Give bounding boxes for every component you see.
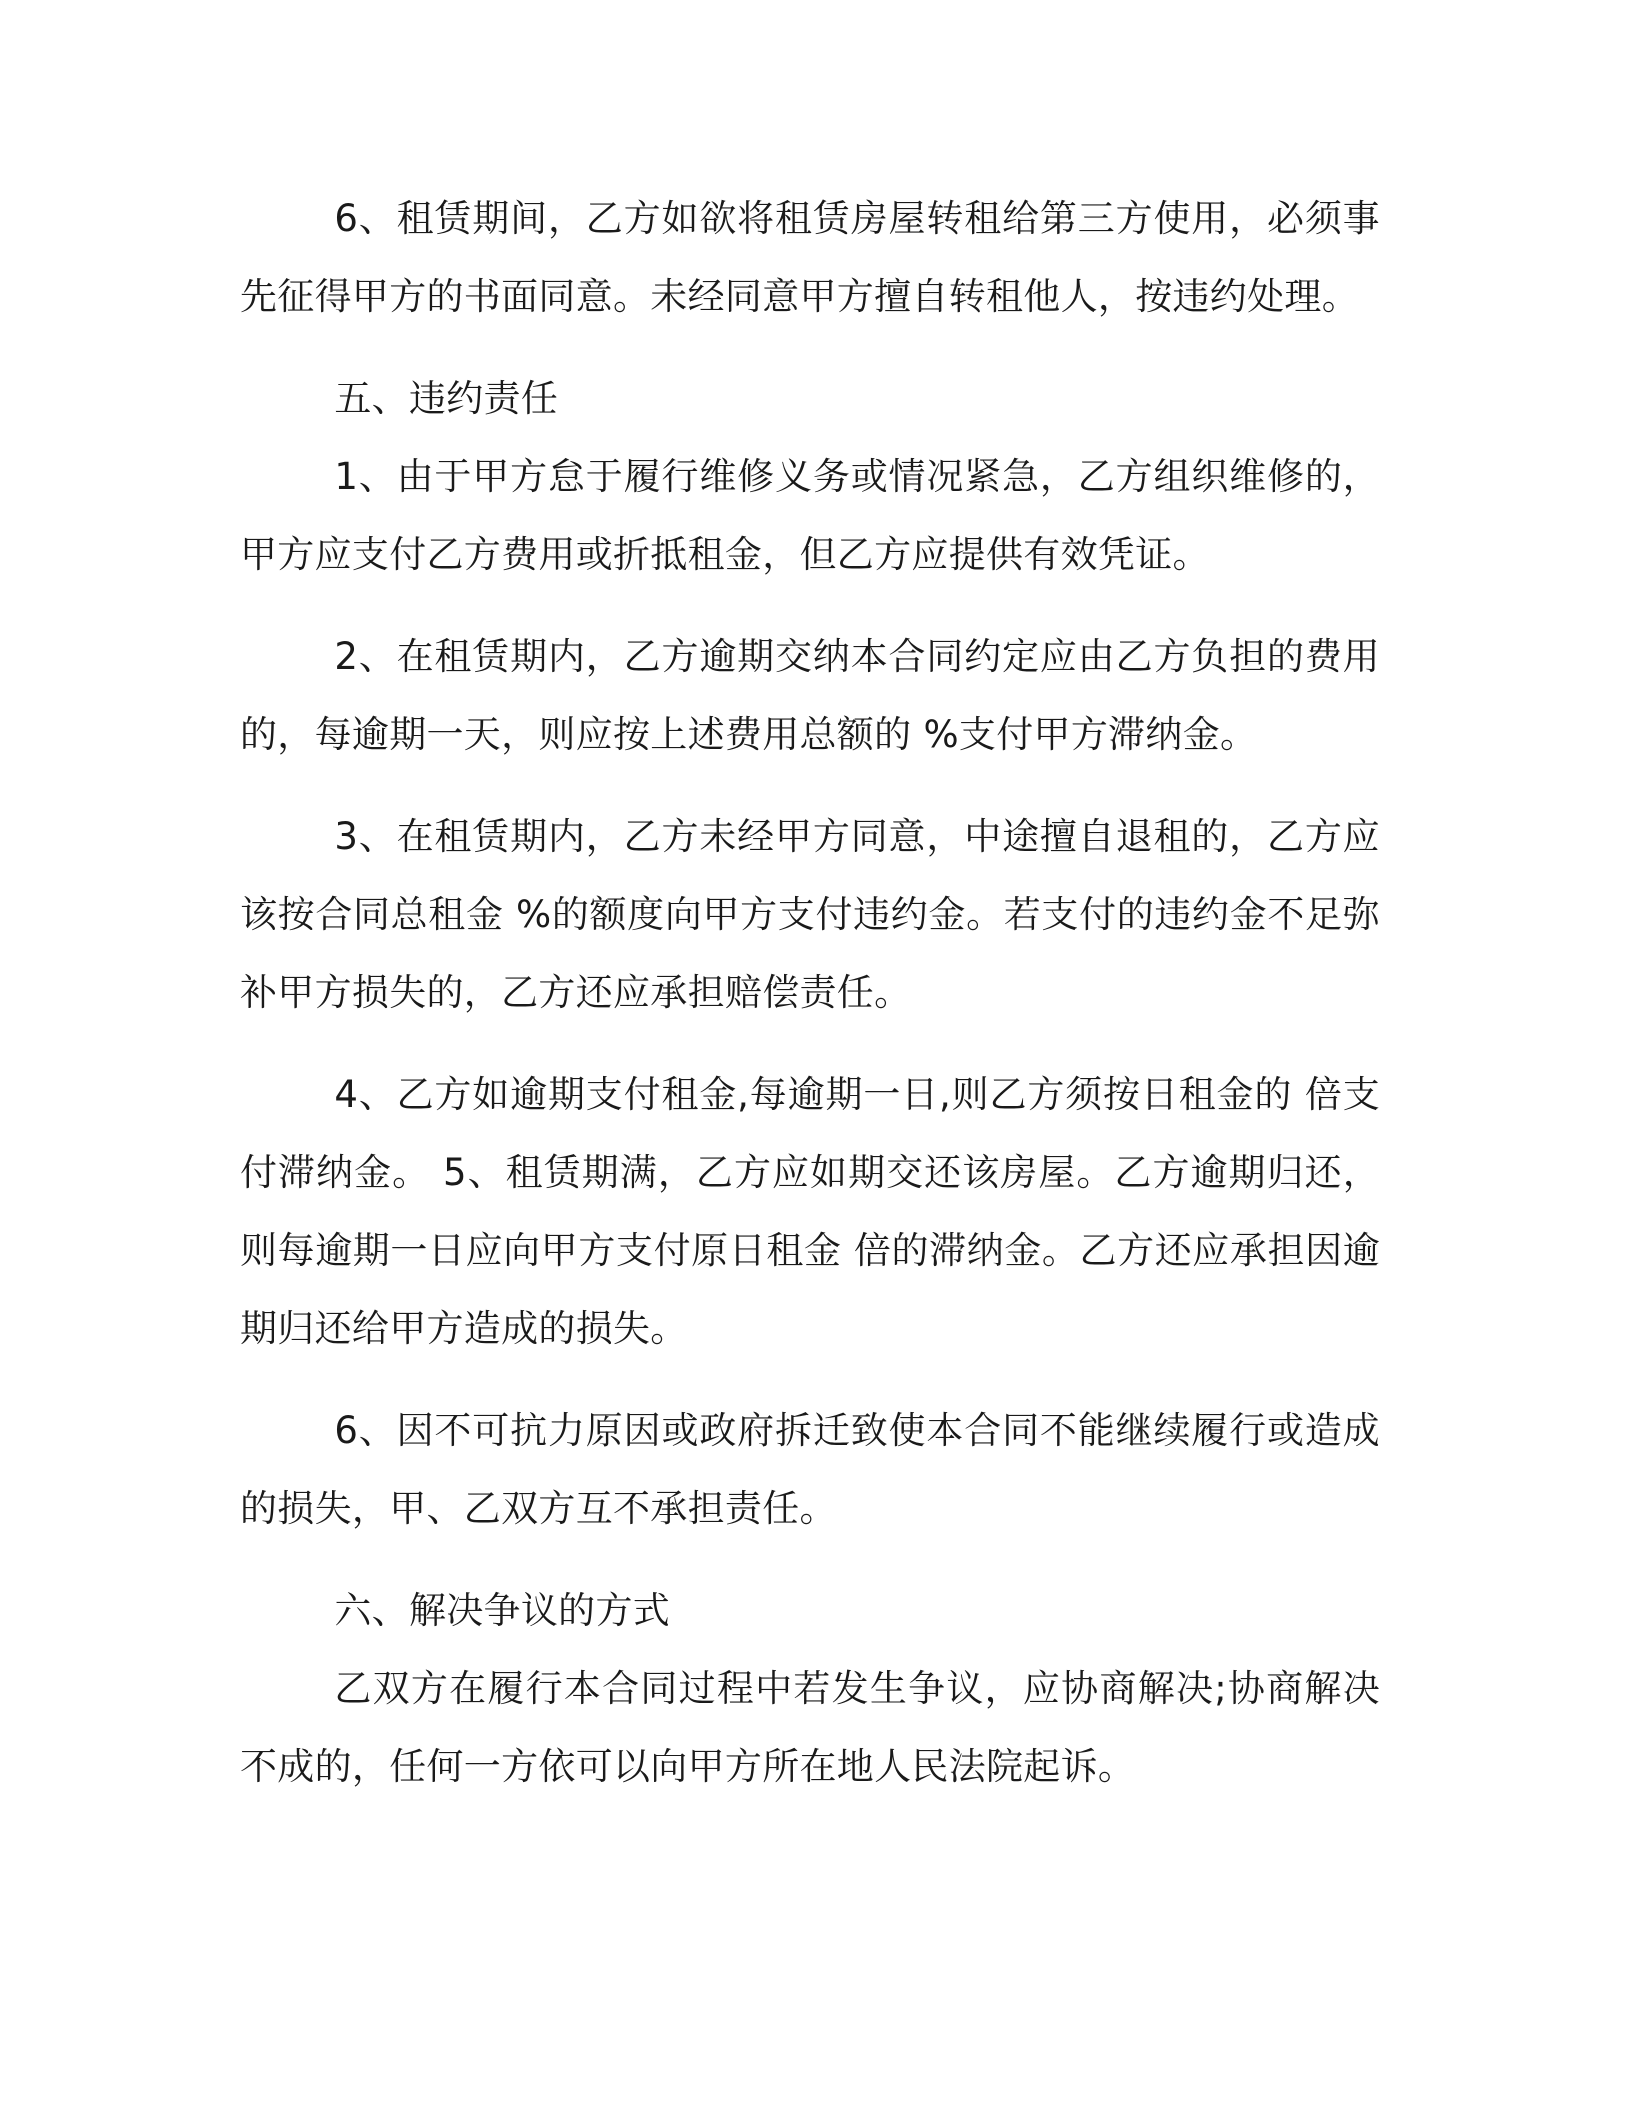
clause-1-repair: 1、由于甲方怠于履行维修义务或情况紧急，乙方组织维修的，甲方应支付乙方费用或折抵租金，但乙方应提供有效凭证。	[240, 455, 1380, 576]
clause-6-force-majeure: 6、因不可抗力原因或政府拆迁致使本合同不能继续履行或造成的损失，甲、乙双方互不承担责任。	[240, 1409, 1380, 1530]
clause-4-overdue-rent: 4、乙方如逾期支付租金,每逾期一日,则乙方须按日租金的 倍支付滞纳金。 5、租赁期满，乙方应如期交还该房屋。乙方逾期归还，则每逾期一日应向甲方支付原日租金 倍的滞纳金。乙方还应承担因逾期归还给甲方造成的损失。	[240, 1073, 1380, 1350]
section-heading-breach: 五、违约责任	[334, 377, 559, 420]
clause-2-late-fee: 2、在租赁期内，乙方逾期交纳本合同约定应由乙方负担的费用的，每逾期一天，则应按上述费用总额的 %支付甲方滞纳金。	[240, 635, 1380, 756]
clause-3-early-termination: 3、在租赁期内，乙方未经甲方同意，中途擅自退租的，乙方应该按合同总租金 %的额度向甲方支付违约金。若支付的违约金不足弥补甲方损失的，乙方还应承担赔偿责任。	[240, 815, 1380, 1014]
document-page	[240, 180, 1380, 1806]
clause-dispute-resolution: 乙双方在履行本合同过程中若发生争议，应协商解决;协商解决不成的，任何一方依可以向甲方所在地人民法院起诉。	[240, 1667, 1380, 1788]
section-heading-dispute: 六、解决争议的方式	[334, 1589, 671, 1632]
clause-6-sublet: 6、租赁期间，乙方如欲将租赁房屋转租给第三方使用，必须事先征得甲方的书面同意。未经同意甲方擅自转租他人，按违约处理。	[240, 197, 1380, 318]
